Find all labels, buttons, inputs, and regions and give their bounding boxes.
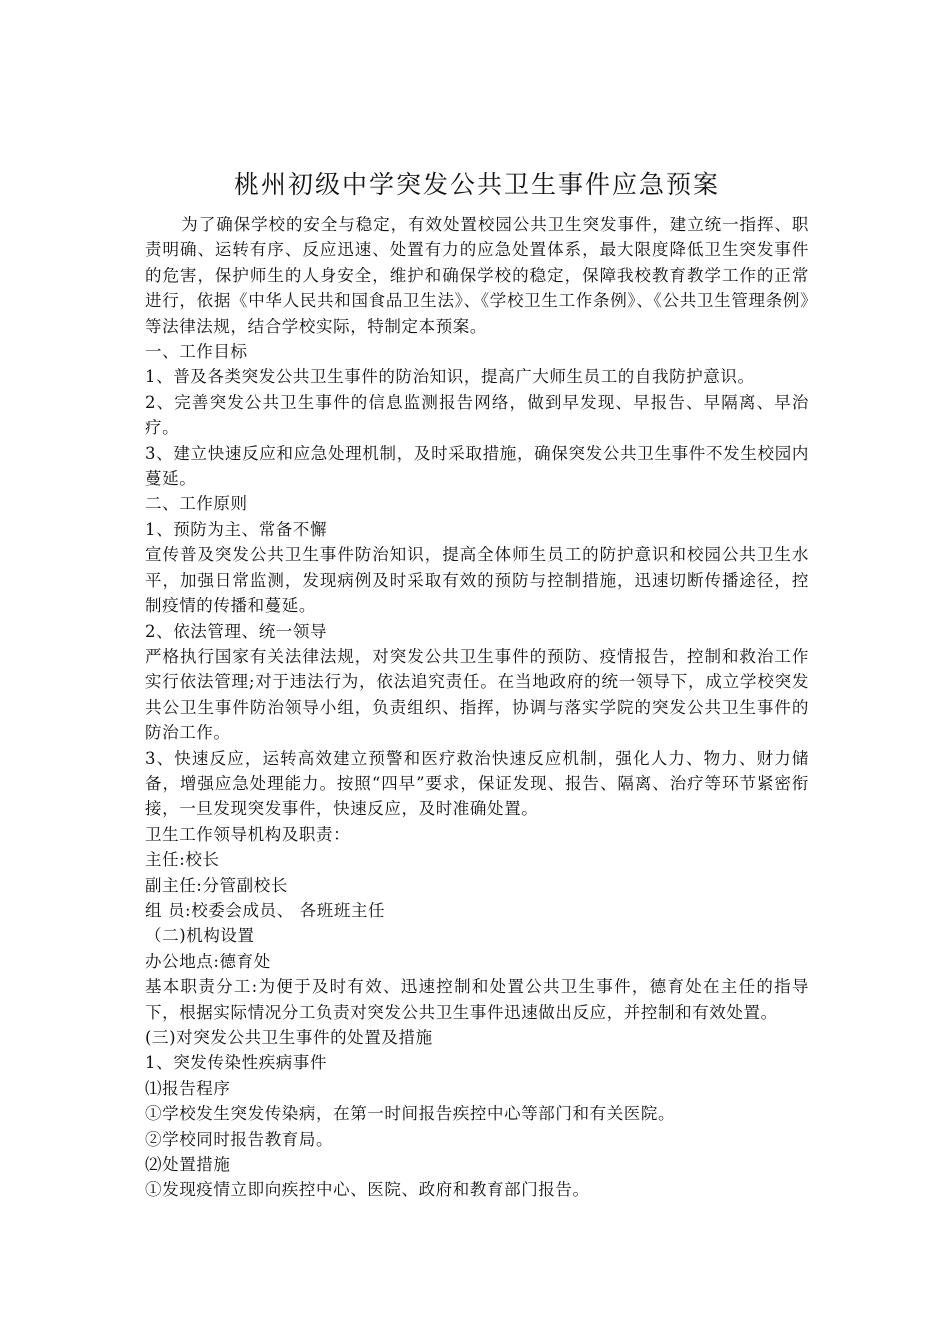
paragraph: （二)机构设置 xyxy=(145,926,255,946)
paragraph: 1、突发传染性疾病事件 xyxy=(145,1053,328,1073)
paragraph: ⑴报告程序 xyxy=(145,1078,231,1098)
paragraph: 卫生工作领导机构及职责： xyxy=(145,824,351,844)
paragraph: ⑵处置措施 xyxy=(145,1155,231,1175)
paragraph: 一、工作目标 xyxy=(145,342,248,362)
paragraph: 严格执行国家有关法律法规，对突发公共卫生事件的预防、疫情报告，控制和救治工作实行依法管理;对于违法行为，依法追究责任。在当地政府的统一领导下，成立学校突发共公卫生事件防治领导小组，负责组织、指挥，协调与落实学院的突发公共卫生事件的防治工作。 xyxy=(145,646,809,743)
paragraph: 办公地点:德育处 xyxy=(145,951,271,971)
paragraph: 基本职责分工:为便于及时有效、迅速控制和处置公共卫生事件，德育处在主任的指导下，根据实际情况分工负责对突发公共卫生事件迅速做出反应，并控制和有效处置。 xyxy=(145,977,809,1022)
document-title: 桃州初级中学突发公共卫生事件应急预案 xyxy=(233,170,720,199)
paragraph: ①学校发生突发传染病，在第一时间报告疾控中心等部门和有关医院。 xyxy=(145,1104,676,1124)
document-page xyxy=(145,168,809,1203)
paragraph: 宣传普及突发公共卫生事件防治知识，提高全体师生员工的防护意识和校园公共卫生水平，加强日常监测，发现病例及时采取有效的预防与控制措施，迅速切断传播途径，控制疫情的传播和蔓延。 xyxy=(145,545,809,616)
paragraph: 副主任:分管副校长 xyxy=(145,875,288,895)
document-body xyxy=(145,212,809,1203)
paragraph: 1、预防为主、常备不懈 xyxy=(145,519,328,539)
paragraph: 1、普及各类突发公共卫生事件的防治知识，提高广大师生员工的自我防护意识。 xyxy=(145,367,755,387)
paragraph: 2、依法管理、统一领导 xyxy=(145,621,328,641)
paragraph: 3、快速反应，运转高效建立预警和医疗救治快速反应机制，强化人力、物力、财力储备，增强应急处理能力。按照“四早”要求，保证发现、报告、隔离、治疗等环节紧密衔接，一旦发现突发事件，快速反应，及时准确处置。 xyxy=(145,748,809,819)
paragraph: 二、工作原则 xyxy=(145,494,248,514)
paragraph: 主任:校长 xyxy=(145,850,220,870)
paragraph: 3、建立快速反应和应急处理机制，及时采取措施，确保突发公共卫生事件不发生校园内蔓延。 xyxy=(145,443,809,489)
paragraph: (三)对突发公共卫生事件的处置及措施 xyxy=(145,1028,433,1047)
paragraph: 2、完善突发公共卫生事件的信息监测报告网络，做到早发现、早报告、早隔离、早治疗。 xyxy=(145,392,809,438)
paragraph: 为了确保学校的安全与稳定，有效处置校园公共卫生突发事件，建立统一指挥、职责明确、运转有序、反应迅速、处置有力的应急处置体系，最大限度降低卫生突发事件的危害，保护师生的人身安全，维护和确保学校的稳定，保障我校教育教学工作的正常进行，依据《中华人民共和国食品卫生法》、《学校卫生工作条例》、《公共卫生管理条例》等法律法规，结合学校实际，特制定本预案。 xyxy=(145,215,809,336)
paragraph: ②学校同时报告教育局。 xyxy=(145,1129,334,1149)
paragraph: 组 员:校委会成员、 各班班主任 xyxy=(145,900,386,920)
paragraph: ①发现疫情立即向疾控中心、医院、政府和教育部门报告。 xyxy=(145,1180,590,1200)
